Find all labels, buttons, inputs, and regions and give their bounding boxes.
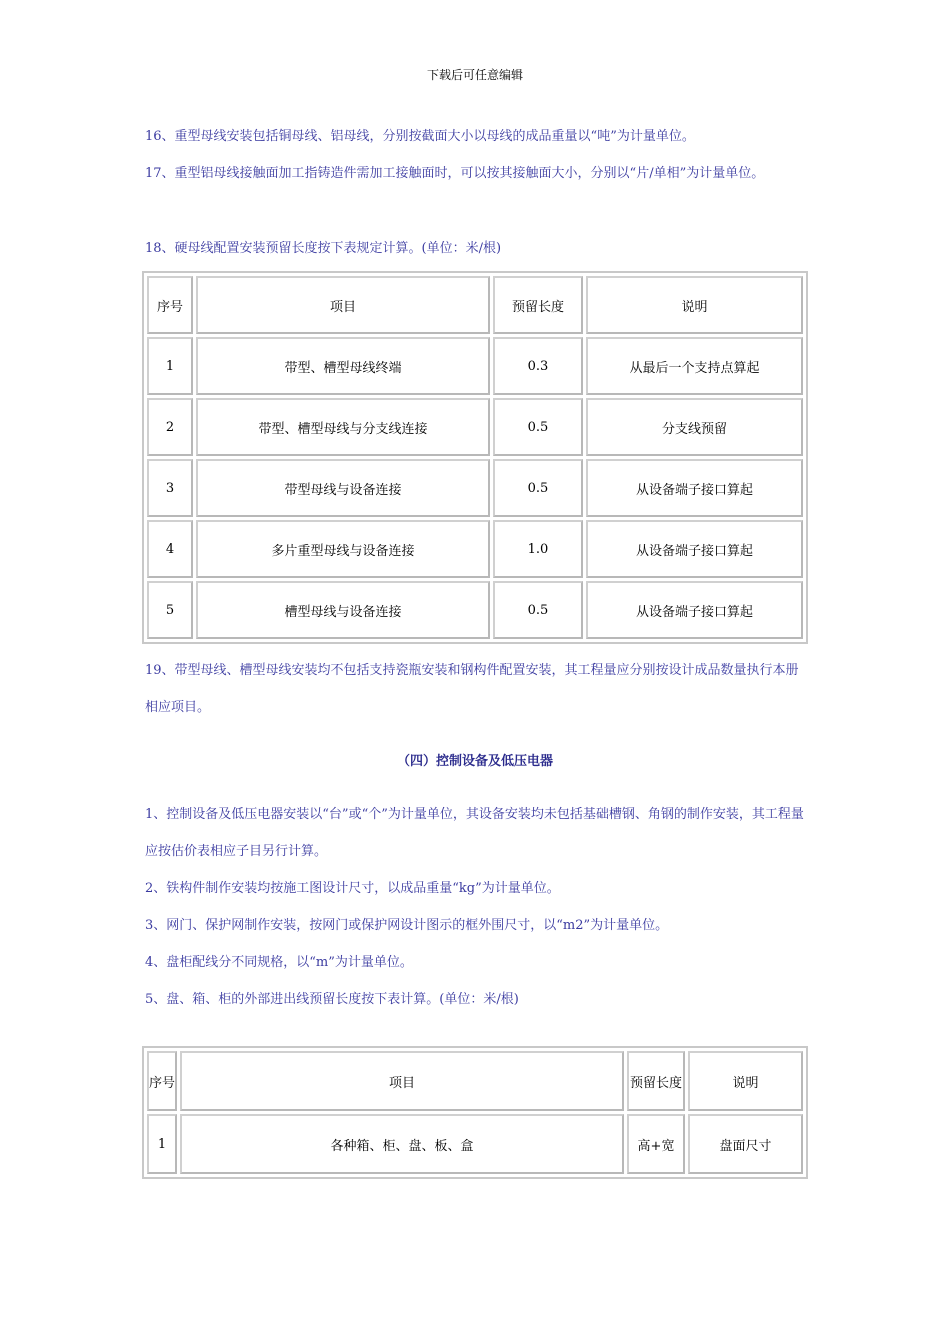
cell-index: 1: [147, 1114, 177, 1174]
table-row: [147, 581, 803, 639]
paragraph-17: 17、重型铝母线接触面加工指铸造件需加工接触面时，可以按其接触面大小，分别以“片/单相”为计量单位。: [145, 166, 765, 181]
table-row: [147, 337, 803, 395]
header-note: 说明: [586, 276, 803, 334]
cell-note: 分支线预留: [586, 398, 803, 456]
cell-item: 各种箱、柜、盘、板、盒: [180, 1114, 624, 1174]
cell-allowance: 1.0: [493, 520, 583, 578]
cell-index: 1: [147, 337, 193, 395]
header-note: 说明: [688, 1051, 803, 1111]
paragraph-16: 16、重型母线安装包括铜母线、铝母线，分别按截面大小以母线的成品重量以“吨”为计量单位。: [145, 129, 695, 144]
table-row: [147, 459, 803, 517]
section-paragraph-3: 3、网门、保护网制作安装，按网门或保护网设计图示的框外围尺寸，以“m2”为计量单位。: [145, 918, 669, 933]
header-item: 项目: [180, 1051, 624, 1111]
cell-note: 从设备端子接口算起: [586, 459, 803, 517]
cell-item: 多片重型母线与设备连接: [196, 520, 490, 578]
cell-index: 2: [147, 398, 193, 456]
header-index: 序号: [147, 1051, 177, 1111]
table-header-row: [147, 276, 803, 334]
cell-item: 槽型母线与设备连接: [196, 581, 490, 639]
paragraph-18: 18、硬母线配置安装预留长度按下表规定计算。(单位：米/根): [145, 241, 502, 256]
cell-note: 盘面尺寸: [688, 1114, 803, 1174]
cell-index: 5: [147, 581, 193, 639]
cell-item: 带型母线与设备连接: [196, 459, 490, 517]
header-item: 项目: [196, 276, 490, 334]
page-header: 下载后可任意编辑: [426, 68, 523, 82]
table-header-row: [147, 1051, 803, 1111]
cell-allowance: 0.5: [493, 581, 583, 639]
cabinet-allowance-table: [142, 1046, 808, 1179]
cell-index: 3: [147, 459, 193, 517]
section-paragraph-1: 1、控制设备及低压电器安装以“台”或“个”为计量单位，其设备安装均未包括基础槽钢、角钢的制作安装，其工程量应按估价表相应子目另行计算。: [145, 807, 804, 859]
cell-item: 带型、槽型母线终端: [196, 337, 490, 395]
header-allowance: 预留长度: [493, 276, 583, 334]
cell-note: 从设备端子接口算起: [586, 520, 803, 578]
cell-index: 4: [147, 520, 193, 578]
paragraph-19: 19、带型母线、槽型母线安装均不包括支持瓷瓶安装和钢构件配置安装，其工程量应分别按设计成品数量执行本册相应项目。: [145, 663, 799, 715]
cell-note: 从设备端子接口算起: [586, 581, 803, 639]
cell-allowance: 0.3: [493, 337, 583, 395]
header-allowance: 预留长度: [627, 1051, 685, 1111]
cell-allowance: 高+宽: [627, 1114, 685, 1174]
table-row: [147, 520, 803, 578]
cell-allowance: 0.5: [493, 398, 583, 456]
section-paragraph-4: 4、盘柜配线分不同规格，以“m”为计量单位。: [145, 955, 413, 970]
cell-allowance: 0.5: [493, 459, 583, 517]
busbar-allowance-table: [142, 271, 808, 644]
section-paragraph-5: 5、盘、箱、柜的外部进出线预留长度按下表计算。(单位：米/根): [145, 992, 519, 1007]
table-row: [147, 398, 803, 456]
cell-note: 从最后一个支持点算起: [586, 337, 803, 395]
cell-item: 带型、槽型母线与分支线连接: [196, 398, 490, 456]
section-paragraph-2: 2、铁构件制作安装均按施工图设计尺寸，以成品重量“kg”为计量单位。: [145, 881, 560, 896]
header-index: 序号: [147, 276, 193, 334]
section-title: （四）控制设备及低压电器: [396, 754, 553, 769]
table-row: [147, 1114, 803, 1174]
